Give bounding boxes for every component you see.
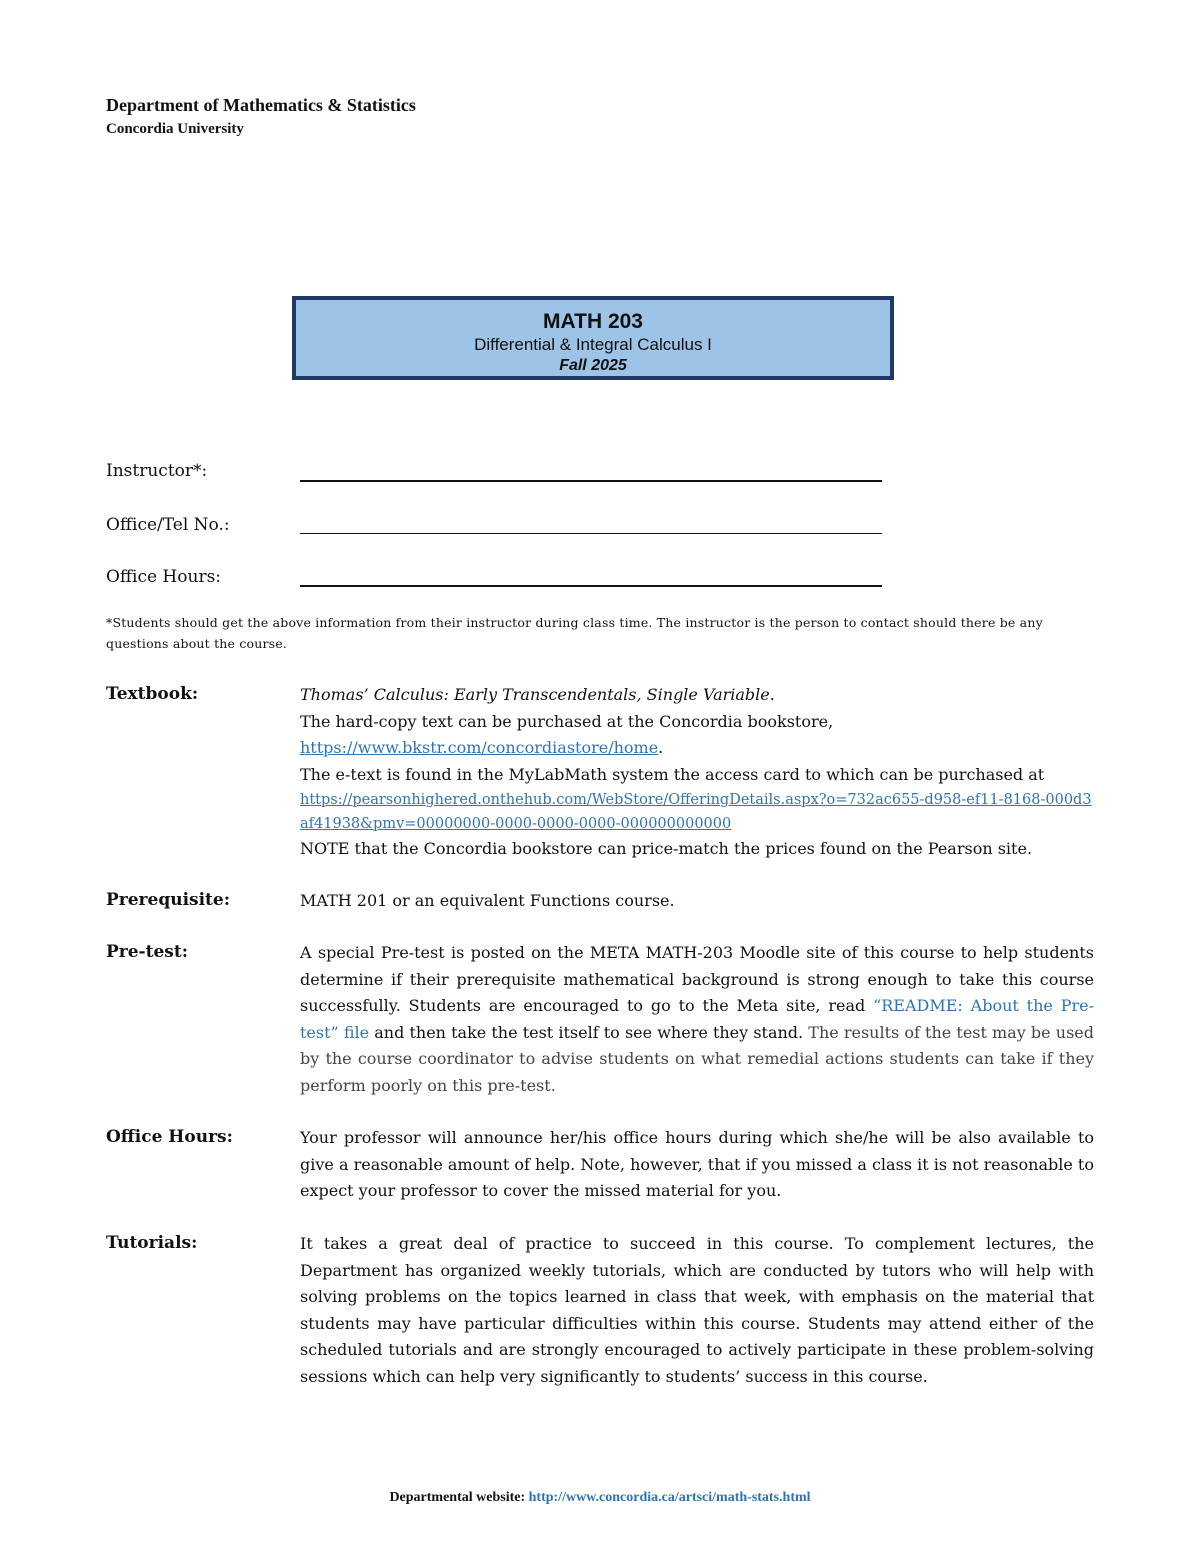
bookstore-link-suffix: . [658,738,664,757]
office-tel-label: Office/Tel No.: [106,515,230,535]
pretest-text-results: The results of the test may be used by the course coordinator to advise students on what remedial actions students can take if they perform poorly on this pre-test. [300,1022,1095,1095]
textbook-title: Thomas’ Calculus: Early Transcendentals, Single Variable. [300,685,775,704]
textbook-etext-text: The e-text is found in the MyLabMath system the access card to which can be purchased at [300,764,1045,784]
bookstore-link-line [300,735,1094,762]
pretest-label: Pre-test: [106,942,188,962]
office-tel-blank-line [300,533,882,534]
office-hours-label: Office Hours: [106,1127,233,1147]
university-name: Concordia University [106,121,244,137]
textbook-body [300,682,1094,863]
pretest-text-intro: A special Pre-test is posted on the META MATH-203 Moodle site of this course to help students determine if their prerequisite mathematical background is strong enough to take this course successfully. Students are encouraged to go to the Meta site, read [300,943,1094,1015]
prerequisite-text: MATH 201 or an equivalent Functions course. [300,891,675,910]
footer-label: Departmental website: [389,1490,529,1505]
pearson-link[interactable]: https://pearsonhighered.onthehub.com/WebStore/OfferingDetails.aspx?o=732ac655-d958-ef11-8168-000d3af41938&pmv=00000000-0000-0000-0000-000000000000 [300,792,1092,832]
departmental-website-link[interactable]: http://www.concordia.ca/artsci/math-stats.html [528,1490,811,1505]
tutorials-label: Tutorials: [106,1233,198,1253]
course-term: Fall 2025 [559,357,627,374]
course-code: MATH 203 [543,310,643,333]
textbook-hardcopy-text: The hard-copy text can be purchased at the Concordia bookstore, [300,711,834,731]
footer [0,1490,1200,1506]
department-title: Department of Mathematics & Statistics [106,95,416,115]
office-hours-field-label: Office Hours: [106,567,222,587]
bookstore-link[interactable]: https://www.bkstr.com/concordiastore/home [300,738,659,757]
prerequisite-label: Prerequisite: [106,890,231,910]
textbook-note: NOTE that the Concordia bookstore can price-match the prices found on the Pearson site. [300,839,1033,858]
pretest-text-mid: and then take the test itself to see where they stand. [369,1022,804,1042]
course-name: Differential & Integral Calculus I [474,335,712,354]
instructor-footnote: *Students should get the above information from their instructor during class time. The instructor is the person to contact should there be any questions about the course. [106,615,1043,651]
readme-file-reference: “README: About the Pre-test” file [300,996,1094,1042]
pretest-body [300,940,1094,1099]
office-hours-text: Your professor will announce her/his office hours during which she/he will be also available to give a reasonable amount of help. Note, however, that if you missed a class it is not reasonable to expect your professor to cover the missed material for you. [300,1128,1094,1200]
instructor-blank-line [300,480,882,482]
office-hours-blank-line [300,585,882,587]
tutorials-text: It takes a great deal of practice to succeed in this course. To complement lectures, the Department has organized weekly tutorials, which are conducted by tutors who will help with solving problems on the topics learned in class that week, with emphasis on the material that students may have particular difficulties within this course. Students may attend either of the scheduled tutorials and are strongly encouraged to actively participate in these problem-solving sessions which can help very significantly to students’ success in this course. [300,1234,1094,1386]
instructor-label: Instructor*: [106,461,208,481]
course-title-box [292,296,894,380]
textbook-label: Textbook: [106,684,199,704]
